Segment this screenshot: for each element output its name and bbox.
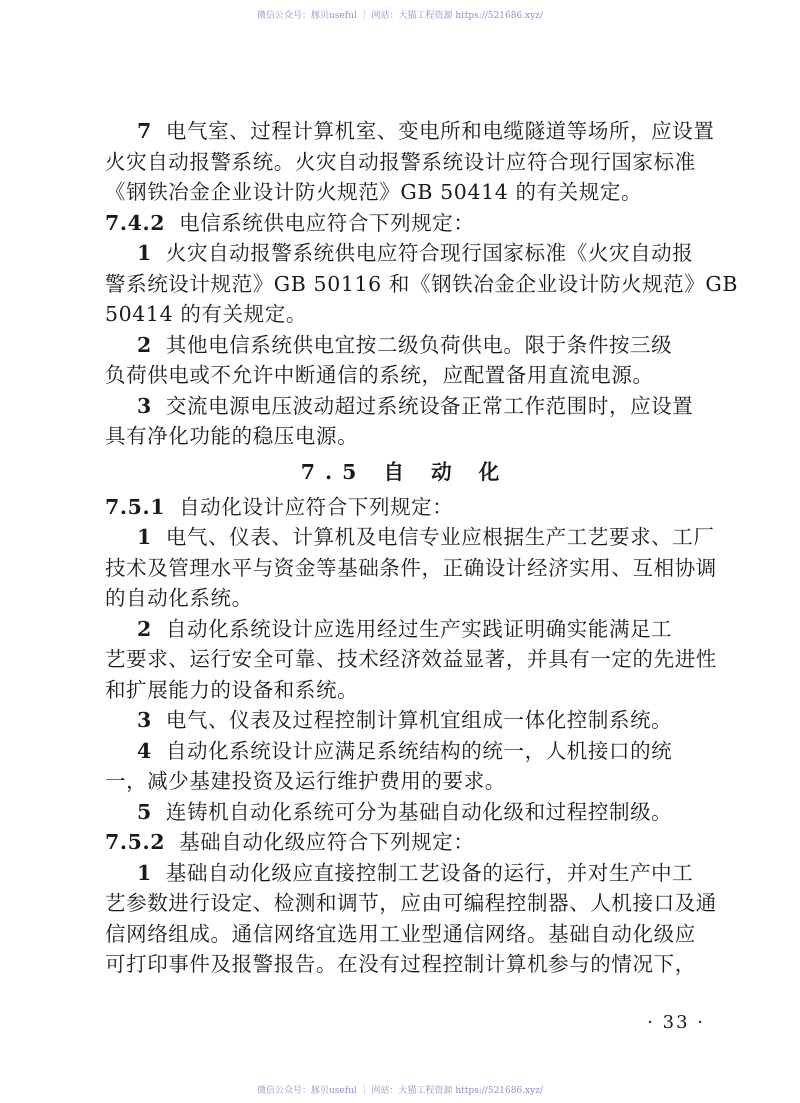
text-line (105, 553, 717, 584)
text-line (105, 492, 705, 523)
clause-number: 7.5.2 (105, 830, 166, 854)
clause-number: 1 (137, 860, 152, 885)
line-text: 信网络组成。通信网络宜选用工业型通信网络。基础自动化级应 (105, 921, 696, 946)
clause (105, 827, 705, 858)
line-text: 电信系统供电应符合下列规定： (179, 210, 475, 235)
clause (105, 208, 705, 239)
text-line (105, 177, 705, 208)
text-line (105, 705, 705, 736)
clause-number: 4 (137, 738, 152, 763)
line-text: 和扩展能力的设备和系统。 (105, 677, 359, 702)
line-text: 电气、仪表及过程控制计算机宜组成一体化控制系统。 (165, 708, 673, 732)
watermark-bottom: 微信公众号：豚贝useful ｜ 网站：大猫工程资源 https://521686.xyz/ (257, 1086, 543, 1096)
text-line (105, 147, 705, 178)
text-line (105, 269, 739, 300)
text-line (105, 614, 705, 645)
clause-number: 3 (137, 393, 152, 418)
line-text: 火灾自动报警系统。火灾自动报警系统设计应符合现行国家标准 (105, 149, 696, 174)
list-item (105, 736, 705, 797)
list-item (105, 330, 705, 391)
line-text: 其他电信系统供电宜按二级负荷供电。限于条件按三级 (165, 332, 673, 357)
line-text: 的自动化系统。 (105, 586, 253, 610)
line-text: 艺参数进行设定、检测和调节，应由可编程控制器、人机接口及通 (105, 891, 717, 915)
text-line (105, 797, 705, 828)
text-line (105, 949, 705, 980)
line-text: 基础自动化级应直接控制工艺设备的运行，并对生产中工 (165, 860, 694, 885)
line-text: 连铸机自动化系统可分为基础自动化级和过程控制级。 (165, 799, 673, 824)
text-line (105, 116, 715, 147)
clause (105, 492, 705, 523)
line-text: 一，减少基建投资及运行维护费用的要求。 (105, 769, 506, 793)
list-item (105, 116, 715, 208)
text-line (105, 208, 705, 239)
line-text: 自动化系统设计应满足系统结构的统一，人机接口的统 (165, 738, 673, 763)
text-line (105, 238, 705, 269)
section-heading: 7.5 自 动 化 (300, 459, 510, 484)
line-text: 技术及管理水平与资金等基础条件，正确设计经济实用、互相协调 (105, 555, 717, 580)
text-line (105, 330, 705, 361)
list-item (105, 391, 705, 452)
line-text: 可打印事件及报警报告。在没有过程控制计算机参与的情况下， (105, 952, 696, 976)
line-text: 负荷供电或不允许中断通信的系统，应配置备用直流电源。 (105, 363, 654, 387)
list-item (105, 522, 717, 614)
text-line (105, 919, 705, 950)
clause-number: 7 (137, 119, 152, 143)
text-line (105, 299, 705, 330)
line-text: 50414 的有关规定。 (105, 302, 307, 326)
text-line (105, 827, 705, 858)
section-7-4-paragraphs (105, 116, 739, 452)
line-text: 自动化设计应符合下列规定： (179, 494, 454, 519)
text-line (105, 675, 705, 706)
clause-number: 5 (137, 799, 152, 824)
line-text: 《钢铁冶金企业设计防火规范》GB 50414 的有关规定。 (105, 180, 643, 204)
text-line (105, 522, 715, 553)
list-item (105, 797, 705, 828)
section-7-5-paragraphs (105, 492, 717, 980)
clause-number: 7.4.2 (105, 210, 166, 235)
line-text: 艺要求、运行安全可靠、技术经济效益显著，并具有一定的先进性 (105, 647, 717, 671)
line-text: 警系统设计规范》GB 50116 和《钢铁冶金企业设计防火规范》GB (105, 271, 739, 296)
clause-number: 1 (137, 525, 152, 549)
line-text: 交流电源电压波动超过系统设备正常工作范围时，应设置 (165, 393, 694, 418)
clause-number: 7.5.1 (105, 494, 166, 519)
text-line (105, 583, 705, 614)
text-line (105, 360, 705, 391)
text-line (105, 858, 705, 889)
clause-number: 2 (137, 616, 152, 641)
list-item (105, 858, 717, 980)
document-body (105, 116, 739, 980)
line-text: 火灾自动报警系统供电应符合现行国家标准《火灾自动报 (165, 241, 694, 265)
clause-number: 3 (137, 708, 152, 732)
list-item (105, 238, 739, 330)
line-text: 具有净化功能的稳压电源。 (105, 424, 359, 448)
text-line (105, 421, 705, 452)
clause-number: 1 (137, 241, 152, 265)
line-text: 自动化系统设计应选用经过生产实践证明确实能满足工 (165, 616, 673, 641)
text-line (105, 888, 717, 919)
line-text: 电气室、过程计算机室、变电所和电缆隧道等场所，应设置 (165, 119, 715, 143)
clause-number: 2 (137, 332, 152, 357)
page-number: · 33 · (647, 1012, 705, 1033)
watermark-top: 微信公众号：豚贝useful ｜ 网站：大猫工程资源 https://521686.xyz/ (257, 11, 543, 21)
list-item (105, 614, 717, 706)
line-text: 基础自动化级应符合下列规定： (179, 830, 475, 854)
line-text: 电气、仪表、计算机及电信专业应根据生产工艺要求、工厂 (165, 525, 715, 549)
text-line (105, 644, 717, 675)
list-item (105, 705, 705, 736)
text-line (105, 766, 705, 797)
text-line (105, 391, 705, 422)
text-line (105, 736, 705, 767)
